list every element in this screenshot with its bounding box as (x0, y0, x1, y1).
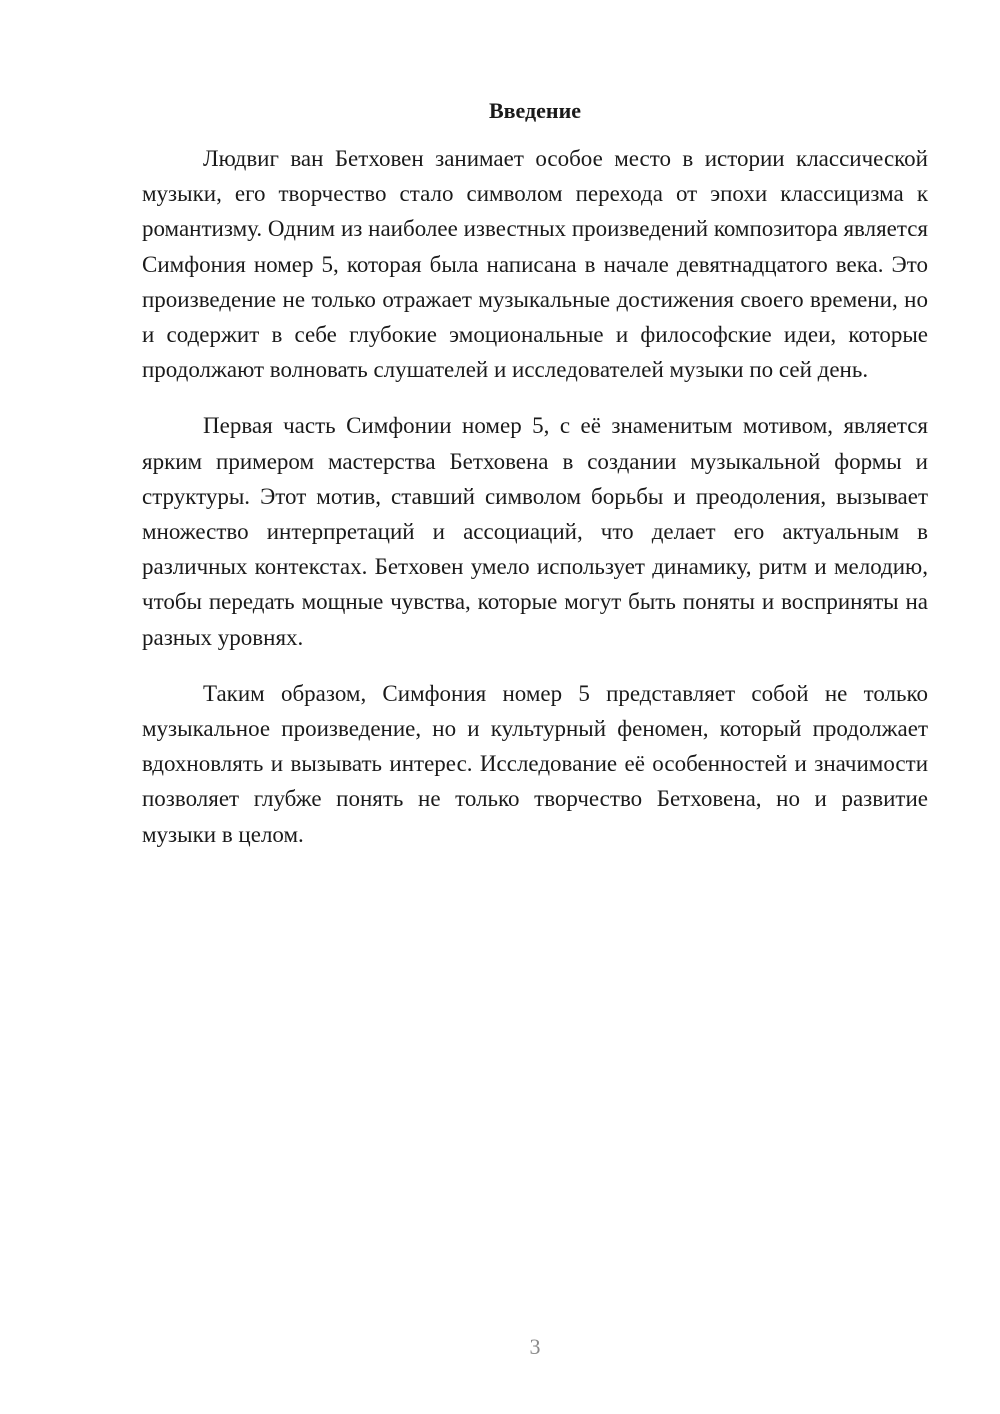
paragraph-1: Людвиг ван Бетховен занимает особое место в истории классической музыки, его творчество стало символом перехода от эпохи классицизма к романтизму. Одним из наиболее известных произведений композитора является Симфония номер 5, которая была написана в начале девятнадцатого века. Это произведение не только отражает музыкальные достижения своего времени, но и содержит в себе глубокие эмоциональные и философские идеи, которые продолжают волновать слушателей и исследователей музыки по сей день. (142, 146, 928, 383)
section-heading: Введение (488, 98, 582, 123)
document-body (142, 141, 928, 873)
paragraph-3: Таким образом, Симфония номер 5 представляет собой не только музыкальное произведение, но и культурный феномен, который продолжает вдохновлять и вызывать интерес. Исследование её особенностей и значимости позволяет глубже понять не только творчество Бетховена, но и развитие музыки в целом. (142, 680, 928, 847)
paragraph-2: Первая часть Симфонии номер 5, с её знаменитым мотивом, является ярким примером мастерства Бетховена в создании музыкальной формы и структуры. Этот мотив, ставший символом борьбы и преодоления, вызывает множество интерпретаций и ассоциаций, что делает его актуальным в различных контекстах. Бетховен умело использует динамику, ритм и мелодию, чтобы передать мощные чувства, которые могут быть поняты и восприняты на разных уровнях. (142, 413, 928, 650)
page-number: 3 (529, 1334, 541, 1359)
